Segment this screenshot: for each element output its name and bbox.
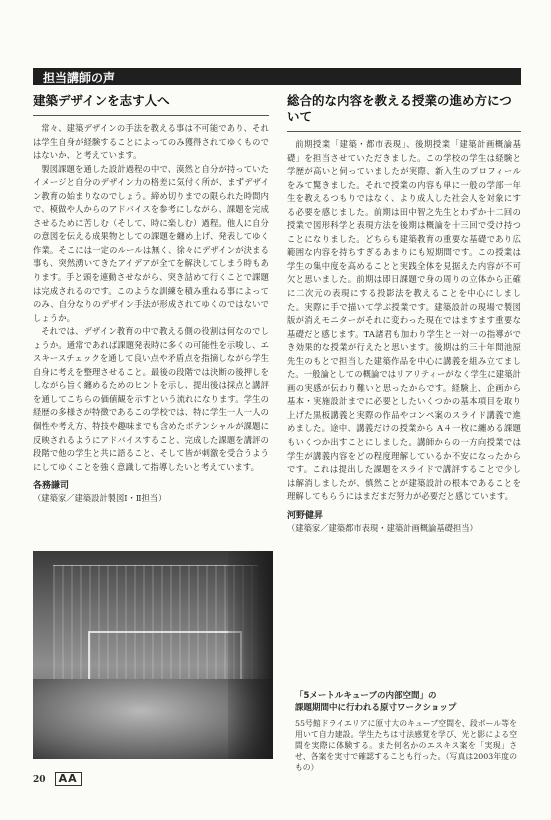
photo-shadow <box>228 551 273 759</box>
left-paragraph: 製図課題を通した設計過程の中で、漠然と自分が持っていたイメージと自分のデザイン力の格差に気付く所が、まずデザイン教育の始まりなのでしょう。締め切りまでの限られた時間内で、模做や人からのアドバイスを参考にしながら、課題を完成させるために苦しむ（そして、時に楽しむ）過程。他人に自分の意図を伝える成果物としての課題を纏め上げ、発表してゆく作業。そこには一定のルールは無く、徐々にデザインが決まる事も、突然湧いてきたアイデアが全てを解決してしまう時もあります。手と頭を連動させながら、突き詰めて行くことで課題は完成されるのです。このような訓練を積み重ねる事によってのみ、自分なりのデザイン手法が形成されてゆくのではないでしょうか。 <box>33 163 269 323</box>
page-footer <box>33 772 82 786</box>
left-title: 建築デザインを志す人へ <box>33 93 170 108</box>
left-author-role: （建築家／建築設計製図Ⅰ・Ⅱ担当） <box>33 493 167 504</box>
workshop-photo <box>33 551 273 759</box>
section-header-label: 担当講師の声 <box>43 71 116 85</box>
magazine-logo: AA <box>55 772 82 786</box>
caption-title-line1: 「5メートルキューブの内部空間」の <box>295 691 437 701</box>
left-paragraph: 常々、建築デザインの手法を教える事は不可能であり、それは学生自身が経験することによってのみ獲得されてゆくものではないか、と考えています。 <box>33 123 269 161</box>
caption-title-line2: 課題期間中に行われる原寸ワークショップ <box>295 703 457 713</box>
right-paragraph: 前期授業「建築・都市表現」、後期授業「建築計画概論基礎」を担当させていただきました。この学校の学生は経験と学歴が高いと伺っていましたが実際、新入生のプロフィールをみて驚きました。それで授業の内容も単に一般の学部一年生を教えるつもりではなく、より成人した社会人を対象にする必要を感じました。前期は田中智之先生とわずか十二回の授業で図形科学と表現方法を後期は概論を十三回で受け持つことになりました。どちらも建築教育の重要な基礎であり広範囲な内容を持ちすぎるあまりにも短期間です。この授業は学生の集中度を高めることと実践全体を見据えた内容が不可欠と思いました。前期は即日課題で身の周りの立体から正確に二次元の表現にする投影法を教えることを中心にしました。実際に手で描いて学ぶ授業です。建築設計の現場で製図版が消えモニターがそれに変わった現在ではますます重要な基礎だと感じます。TA諸君も加わり学生と一対一の指導ができ効果的な授業が行えたと思います。後期は約三十年間池原先生のもとで担当した建築作品を中心に講義を組み立てました。一般論としての概論ではリアリティーがなく学生に建築計画の実感が伝わり難いと思ったからです。経験上、企画から基本・実施設計までに必要としたいくつかの基本項目を取り上げた黒板講義と実際の作品やコンペ案のスライド講義で進めました。途中、講義だけの授業から A４一枚に纏める課題もいくつか出すことにしました。講師からの一方向授業では学生が講義内容をどの程度理解しているか不安になったからです。これは提出した課題をスライドで講評することで少しは解消しましたが、慎然ことが建築設計の根本であることを理解してもらうにはまだまだ努力が必要だと感じています。 <box>287 139 521 502</box>
right-column <box>287 93 521 535</box>
right-title-rule <box>287 131 521 132</box>
left-title-rule <box>33 115 269 116</box>
photo-caption <box>295 690 517 773</box>
right-author-name: 河野健昇 <box>287 510 324 521</box>
caption-text: 55号館ドライエリアに原寸大のキューブ空間を、段ボール等を用いて自力建設。学生たちは寸法感覚を学び、光と影による空間を実際に体験する。また何名かのエスキス案を「実現」させ、各案を実寸で確認することも行った。（写真は2003年度のもの） <box>295 719 517 772</box>
right-author-role: （建築家／建築都市表現・建築計画概論基礎担当） <box>287 522 478 533</box>
section-header <box>33 68 521 85</box>
left-column <box>33 93 269 505</box>
left-paragraph: それでは、デザイン教育の中で教える側の役割は何なのでしょうか。通常であれば課題発表時に多くの可能性を示唆し、エスキースチェックを通して良い点や矛盾点を指摘しながら学生自身に考えを整理させること。最後の段階では決断の後押しをしながら旨く纏めるためのヒントを示し、提出後は採点と講評を通してこちらの価値観を示すという流れになります。学生の経歴の多様さが特徴であるこの学校では、特に学生一人一人の個性や考え方、特技や趣味までも含めたポテンシャルが課題に反映されるようにアドバイスすること、完成した課題を講評の段階で他の学生と共に語ること、そして皆が刺激を受合うようにしてゆくことを強く意識して指導したいと考えています。 <box>33 326 269 472</box>
left-author-name: 各務謙司 <box>33 481 70 492</box>
right-title: 総合的な内容を教える授業の進め方について <box>287 93 512 124</box>
page-number: 20 <box>33 775 46 785</box>
